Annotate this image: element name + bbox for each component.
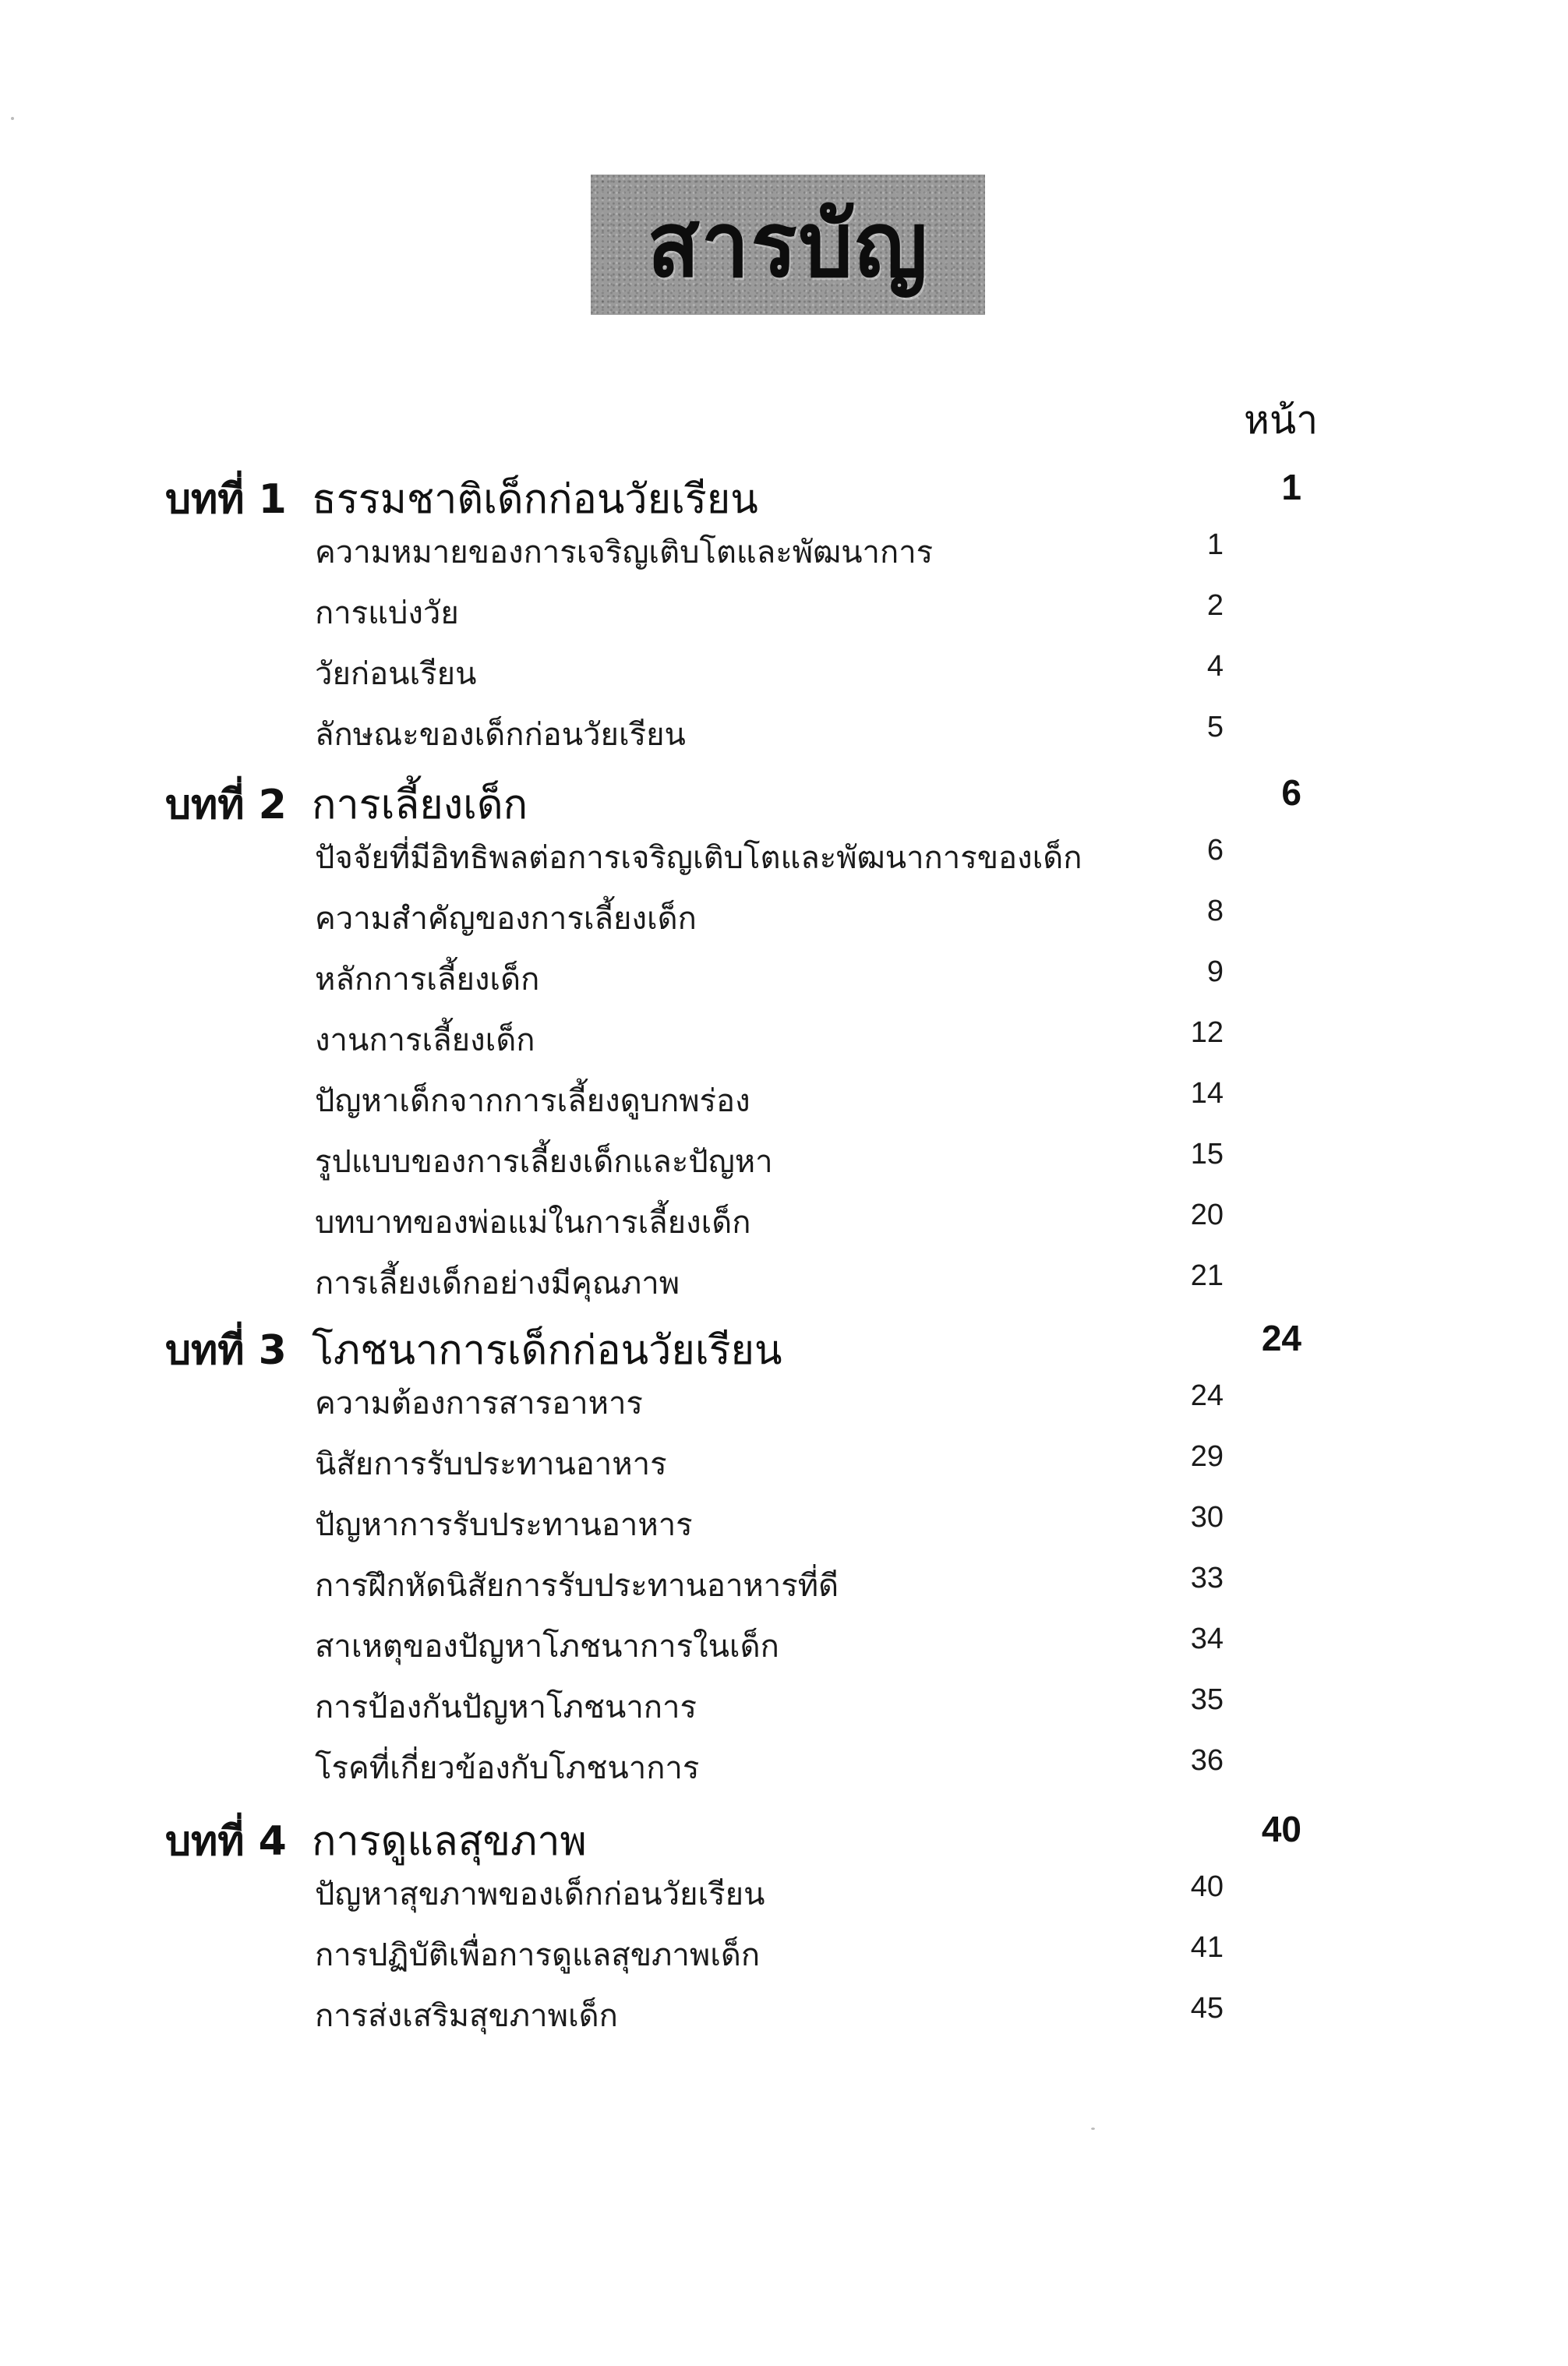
entry-title: การส่งเสริมสุขภาพเด็ก [315, 1998, 618, 2034]
entry-page-number: 34 [1190, 1623, 1224, 1655]
toc-entry [0, 1439, 1568, 1485]
chapter-label: บทที่ 4 [165, 1818, 287, 1865]
entry-page-number: 40 [1190, 1870, 1224, 1903]
entry-title: ปัญหาการรับประทานอาหาร [315, 1507, 693, 1543]
toc-entry [0, 1621, 1568, 1668]
toc-entry [0, 1075, 1568, 1122]
entry-title: รูปแบบของการเลี้ยงเด็กและปัญหา [315, 1144, 773, 1180]
entry-page-number: 41 [1190, 1931, 1224, 1964]
entry-page-number: 33 [1190, 1562, 1224, 1594]
entry-title: วัยก่อนเรียน [315, 656, 477, 692]
toc-entry [0, 709, 1568, 756]
entry-title: บทบาทของพ่อแม่ในการเลี้ยงเด็ก [315, 1205, 751, 1241]
chapter-label: บทที่ 3 [165, 1327, 287, 1374]
toc-entry [0, 1682, 1568, 1729]
entry-page-number: 29 [1190, 1440, 1224, 1473]
toc-entry [0, 1869, 1568, 1916]
entry-title: ปัญหาเด็กจากการเลี้ยงดูบกพร่อง [315, 1083, 750, 1119]
entry-page-number: 30 [1190, 1501, 1224, 1534]
chapter-page-number: 1 [1281, 467, 1301, 507]
entry-title: ความหมายของการเจริญเติบโตและพัฒนาการ [315, 535, 934, 570]
entry-page-number: 6 [1206, 834, 1224, 867]
toc-entry [0, 1990, 1568, 2037]
entry-title: โรคที่เกี่ยวข้องกับโภชนาการ [315, 1750, 700, 1786]
entry-title: หลักการเลี้ยงเด็ก [315, 962, 540, 998]
toc-entry [0, 1560, 1568, 1607]
title-banner [591, 175, 985, 315]
toc-chapter [0, 1317, 1568, 1375]
toc-entry [0, 1136, 1568, 1183]
toc-entry [0, 1743, 1568, 1789]
chapter-title: ธรรมชาติเด็กก่อนวัยเรียน [312, 476, 758, 523]
toc-entry [0, 1258, 1568, 1305]
entry-title: ความสำคัญของการเลี้ยงเด็ก [315, 901, 697, 937]
entry-page-number: 36 [1190, 1744, 1224, 1777]
toc-chapter [0, 772, 1568, 829]
entry-title: สาเหตุของปัญหาโภชนาการในเด็ก [315, 1629, 779, 1665]
toc-entry [0, 1197, 1568, 1244]
entry-page-number: 4 [1206, 650, 1224, 683]
entry-title: ความต้องการสารอาหาร [315, 1386, 643, 1421]
entry-title: การป้องกันปัญหาโภชนาการ [315, 1690, 697, 1725]
entry-title: ปัจจัยที่มีอิทธิพลต่อการเจริญเติบโตและพัฒนาการของเด็ก [315, 840, 1082, 876]
entry-page-number: 8 [1206, 895, 1224, 927]
entry-page-number: 35 [1190, 1683, 1224, 1716]
entry-page-number: 9 [1206, 955, 1224, 988]
entry-title: ปัญหาสุขภาพของเด็กก่อนวัยเรียน [315, 1877, 765, 1912]
toc-entry [0, 832, 1568, 879]
entry-page-number: 21 [1190, 1259, 1224, 1292]
chapter-page-number: 40 [1261, 1809, 1301, 1849]
entry-page-number: 24 [1190, 1379, 1224, 1412]
scan-speck [1091, 2128, 1095, 2130]
entry-title: การแบ่งวัย [315, 595, 459, 631]
toc-entry [0, 1015, 1568, 1061]
toc-entry [0, 648, 1568, 695]
entry-page-number: 14 [1190, 1077, 1224, 1110]
toc-entry [0, 588, 1568, 634]
toc-entry [0, 527, 1568, 574]
chapter-title: การเลี้ยงเด็ก [312, 782, 528, 828]
entry-page-number: 15 [1190, 1138, 1224, 1171]
toc-entry [0, 893, 1568, 940]
entry-page-number: 2 [1206, 589, 1224, 622]
entry-title: นิสัยการรับประทานอาหาร [315, 1446, 667, 1482]
entry-page-number: 20 [1190, 1199, 1224, 1231]
chapter-title: โภชนาการเด็กก่อนวัยเรียน [312, 1327, 782, 1374]
entry-title: การฝึกหัดนิสัยการรับประทานอาหารที่ดี [315, 1568, 839, 1604]
entry-page-number: 45 [1190, 1992, 1224, 2025]
chapter-label: บทที่ 1 [165, 476, 287, 523]
page-column-label: หน้า [1244, 397, 1319, 443]
toc-chapter [0, 1808, 1568, 1866]
entry-page-number: 1 [1206, 528, 1224, 561]
chapter-label: บทที่ 2 [165, 782, 287, 828]
entry-title: การเลี้ยงเด็กอย่างมีคุณภาพ [315, 1266, 680, 1301]
chapter-page-number: 6 [1281, 772, 1301, 813]
entry-title: งานการเลี้ยงเด็ก [315, 1022, 535, 1058]
toc-entry [0, 1499, 1568, 1546]
entry-page-number: 5 [1206, 711, 1224, 743]
scan-speck [11, 117, 14, 120]
chapter-page-number: 24 [1261, 1318, 1301, 1358]
toc-entry [0, 954, 1568, 1001]
entry-title: ลักษณะของเด็กก่อนวัยเรียน [315, 717, 686, 753]
page-title: สารบัญ [647, 192, 929, 298]
entry-page-number: 12 [1190, 1016, 1224, 1049]
toc-entry [0, 1378, 1568, 1425]
toc-entry [0, 1930, 1568, 1976]
toc-chapter [0, 466, 1568, 524]
entry-title: การปฏิบัติเพื่อการดูแลสุขภาพเด็ก [315, 1937, 761, 1973]
chapter-title: การดูแลสุขภาพ [312, 1818, 587, 1865]
